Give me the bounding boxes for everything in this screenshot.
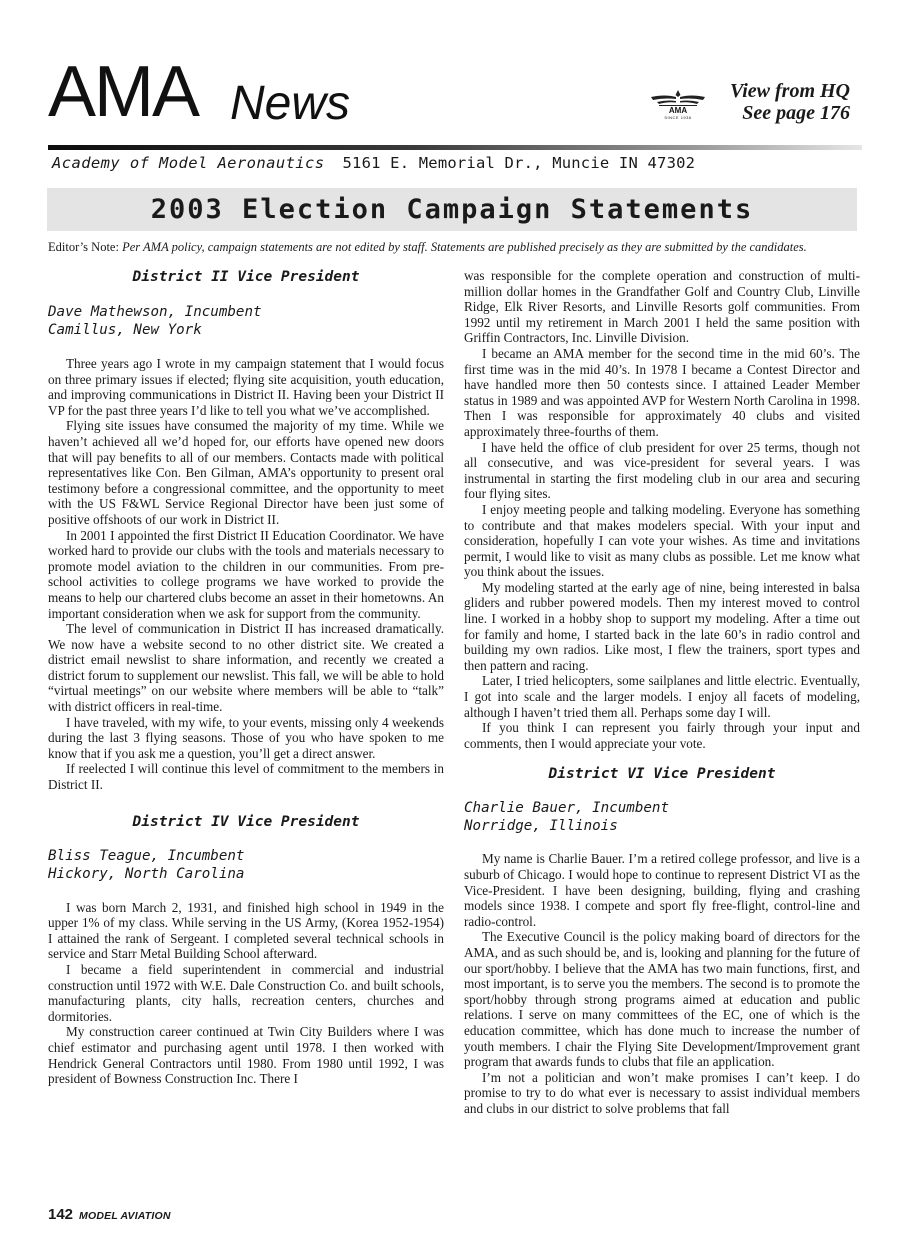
candidate-location-district-2: Camillus, New York (48, 322, 202, 338)
candidate-location-district-4: Hickory, North Carolina (48, 865, 245, 882)
section-title-district-4: District IV Vice President (132, 813, 360, 830)
statement-paragraph: If reelected I will continue this level of commitment to the members in District II. (48, 761, 444, 793)
statement-paragraph: Flying site issues have consumed the majority of my time. While we haven’t achieved all we’d hoped for, our efforts have opened new doors that will pay benefits to all of our members. Contacts made with political representatives like Con. Ben Gilman, AMA’s opportunity to present oral testimony before a congressional committee, and the opportunity to meet with the US F&WL Service Regional Director have been just some of positive offshoots of our work in District II. (48, 418, 444, 527)
statement-paragraph: The level of communication in District II has increased dramatically. We now have a website second to no other district site. We created a district email newslist to share information, and recently we created a district forum to supplement our newslist. This fall, we will be able to hold “virtual meetings” on our website where members will be able to “talk” with district officers in real-time. (48, 621, 444, 715)
statement-paragraph: I was born March 2, 1931, and finished high school in 1949 in the upper 1% of my class. While serving in the US Army, (Korea 1952-1954) I attained the rank of Sergeant. I completed several technical schools in service and Starr Metal Building School afterward. (48, 899, 444, 962)
left-column (48, 268, 444, 1087)
hq-line-1: View from HQ (729, 80, 850, 102)
hq-line-2: See page 176 (742, 102, 850, 124)
organization-name: Academy of Model Aeronautics (52, 154, 325, 172)
editor-note (48, 240, 868, 254)
masthead-subtitle: News (230, 77, 351, 130)
statement-paragraph: Three years ago I wrote in my campaign statement that I would focus on three primary issues if elected; flying site acquisition, youth education, and improving communications in District II. Having been your District II VP for the past three years I’d like to tell you what we’ve accomplished. (48, 356, 444, 418)
right-column (464, 268, 860, 1117)
statement-paragraph: I have held the office of club president for over 25 terms, though not all consecutive, and was vice-president for several years. I was instrumental in starting the first modeling club in our area and securing four flying sites. (464, 439, 860, 502)
statement-paragraph: I’m not a politician and won’t make promises I can’t keep. I do promise to try to do what ever is necessary to assist individual members and clubs in our district to solve problems that fall (464, 1069, 860, 1116)
statement-paragraph: Later, I tried helicopters, some sailplanes and little electric. Eventually, I got into scale and the larger models. I enjoy all facets of modeling, although I haven’t tried them all. Perhaps some day I will. (464, 673, 860, 720)
section-title-district-2: District II Vice President (132, 269, 360, 285)
candidate-name-district-4: Bliss Teague, Incumbent (48, 847, 245, 864)
hq-callout (730, 80, 850, 124)
masthead-rule (48, 145, 862, 150)
statement-paragraph: I enjoy meeting people and talking modeling. Everyone has something to contribute and that makes modelers special. With your input and consideration, hopefully I can vote your wishes. As time and invitations permit, I would like to visit as many clubs as possible. Let me know what you think about the issues. (464, 501, 860, 580)
statement-paragraph: I have traveled, with my wife, to your events, missing only 4 weekends during the last 3 flying seasons. Those of you who have spoken to me know that if you ask me a question, you’ll get a direct answer. (48, 714, 444, 761)
statement-paragraph: My construction career continued at Twin City Builders where I was chief estimator and purchasing agent until 1978. I then worked with Hendrick General Contractors until 1980. From 1980 until 1992, I was president of Bowness Construction Inc. There I (48, 1024, 444, 1087)
statement-paragraph: In 2001 I appointed the first District II Education Coordinator. We have worked hard to provide our clubs with the tools and materials necessary to promote model aviation to the children in our communities. From pre-school activities to college programs we have worked to provide the means to help our chartered clubs become an asset in their hometowns. An important consideration when we ask for support from the community. (48, 527, 444, 621)
logo-since: SINCE 1936 (664, 115, 692, 120)
statement-paragraph: If you think I can represent you fairly through your input and comments, then I would appreciate your vote. (464, 720, 860, 751)
candidate-name-district-6: Charlie Bauer, Incumbent (464, 800, 669, 817)
page-title: 2003 Election Campaign Statements (47, 188, 857, 231)
logo-text: AMA (668, 106, 688, 115)
page-footer (48, 1206, 171, 1225)
section-title-district-6: District VI Vice President (548, 766, 776, 783)
magazine-name: MODEL AVIATION (79, 1210, 171, 1222)
candidate-name-district-2: Dave Mathewson, Incumbent (48, 304, 262, 320)
masthead-subhead (52, 153, 695, 173)
editor-note-text: Per AMA policy, campaign statements are not edited by staff. Statements are published precisely as they are submitted by the candidates. (122, 240, 807, 254)
statement-paragraph: I became an AMA member for the second time in the mid 60’s. The first time was in the mid 40’s. In 1978 I became a Contest Director and have handled more then 50 contests since. I attained Leader Member status in 1989 and was appointed AVP for Western North Carolina in 1998. Then I was responsible for approximately 40 clubs and visited approximately three-fourths of them. (464, 345, 860, 439)
statement-paragraph: The Executive Council is the policy making board of directors for the AMA, and as such should be, and is, looking and planning for the future of our sport/hobby. I believe that the AMA has two main functions, first, and most important, is to serve you the members. The second is to promote the sport/hobby through strong programs aimed at education and public relations. I serve on many committees of the EC, one of which is the education committee, which has done much to increase the number of youth members. I chair the Flying Site Development/Improvement grant program that awards funds to clubs that file an application. (464, 929, 860, 1070)
ama-logo (649, 88, 707, 124)
editor-note-label: Editor’s Note: (48, 240, 119, 254)
statement-paragraph: My name is Charlie Bauer. I’m a retired college professor, and live is a suburb of Chicago. I would hope to continue to represent District VI as the Vice-President. I have been designing, building, flying and crashing models since 1938. I compete and sport fly free-flight, control-line and radio-control. (464, 851, 860, 929)
page-number: 142 (48, 1206, 74, 1223)
candidate-location-district-6: Norridge, Illinois (464, 818, 618, 835)
organization-address: 5161 E. Memorial Dr., Muncie IN 47302 (342, 154, 696, 172)
statement-paragraph: My modeling started at the early age of nine, being interested in balsa gliders and rubber powered models. Then my interest moved to control line. I worked in a hobby shop to support my modeling. After a time out for family and home, I started back in the late 60’s in radio control and building my own radios. Like most, I flew the trainers, sport types and then pattern and racing. (464, 579, 860, 673)
masthead-title: AMA (48, 52, 199, 132)
statement-paragraph: I became a field superintendent in commercial and industrial construction until 1972 with W.E. Dale Construction Co. and built schools, manufacturing plants, city halls, recreation centers, churches and dormitories. (48, 962, 444, 1024)
statement-paragraph-continued: was responsible for the complete operation and construction of multi-million dollar homes in the Grandfather Golf and Country Club, Linville Ridge, Elk River Resorts, and Linville Resorts golf communities. From 1992 until my retirement in March 2001 I held the same position with Griffin Contractors, Inc. Linville Division. (464, 268, 860, 346)
